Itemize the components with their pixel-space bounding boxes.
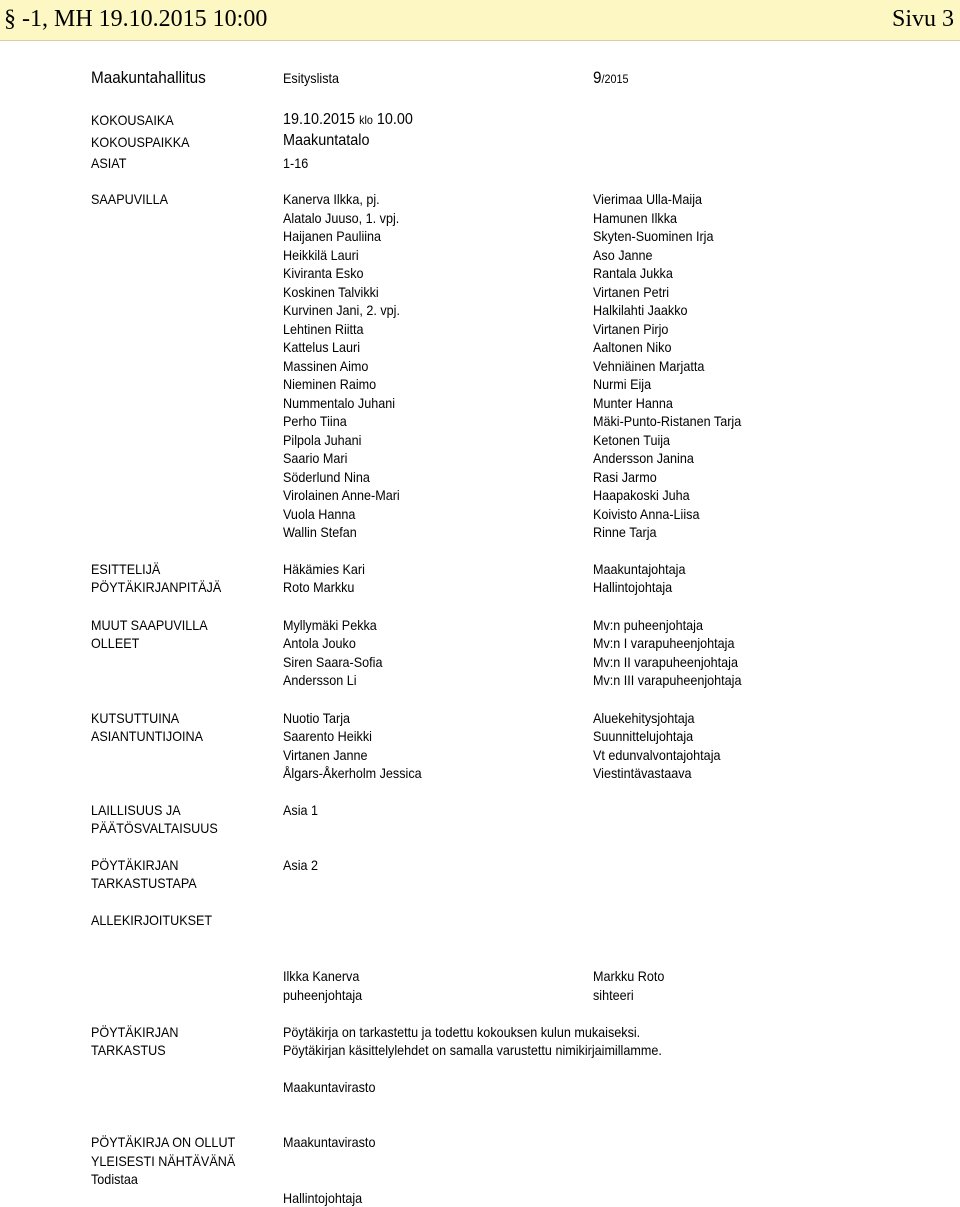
review-label: PÖYTÄKIRJAN bbox=[91, 1024, 179, 1040]
attendee-left: Massinen Aimo bbox=[283, 358, 369, 374]
expert-name: Nuotio Tarja bbox=[283, 710, 351, 726]
secretary-role: Hallintojohtaja bbox=[593, 579, 673, 595]
other-name: Myllymäki Pekka bbox=[283, 617, 377, 633]
experts-label: ASIANTUNTIJOINA bbox=[91, 728, 204, 744]
legality-label: LAILLISUUS JA bbox=[91, 802, 181, 818]
attendee-left: Kanerva Ilkka, pj. bbox=[283, 191, 380, 207]
secretary-name: Roto Markku bbox=[283, 579, 355, 595]
other-name: Siren Saara-Sofia bbox=[283, 654, 383, 670]
attendee-right: Nurmi Eija bbox=[593, 376, 652, 392]
other-name: Andersson Li bbox=[283, 672, 357, 688]
expert-role: Suunnittelujohtaja bbox=[593, 728, 694, 744]
review-text: Pöytäkirjan käsittelylehdet on samalla varustettu nimikirjaimillamme. bbox=[283, 1042, 662, 1058]
meeting-time-label: KOKOUSAIKA bbox=[91, 112, 174, 128]
attendee-right: Rinne Tarja bbox=[593, 524, 657, 540]
meeting-place-label: KOKOUSPAIKKA bbox=[91, 134, 190, 150]
public-label: YLEISESTI NÄHTÄVÄNÄ bbox=[91, 1153, 236, 1169]
other-role: Mv:n III varapuheenjohtaja bbox=[593, 672, 742, 688]
signer-role: puheenjohtaja bbox=[283, 987, 363, 1003]
attendee-right: Virtanen Pirjo bbox=[593, 321, 669, 337]
public-signer: Hallintojohtaja bbox=[283, 1190, 363, 1206]
attendee-left: Saario Mari bbox=[283, 450, 348, 466]
attendee-right: Virtanen Petri bbox=[593, 284, 670, 300]
legality-value: Asia 1 bbox=[283, 802, 319, 818]
expert-role: Viestintävastaava bbox=[593, 765, 692, 781]
attendee-left: Lehtinen Riitta bbox=[283, 321, 364, 337]
attendee-left: Kattelus Lauri bbox=[283, 339, 361, 355]
attendee-left: Alatalo Juuso, 1. vpj. bbox=[283, 210, 400, 226]
attendee-left: Pilpola Juhani bbox=[283, 432, 362, 448]
page-header-bar bbox=[0, 0, 960, 41]
presenter-label: ESITTELIJÄ bbox=[91, 561, 161, 577]
expert-name: Virtanen Janne bbox=[283, 747, 368, 763]
expert-name: Ålgars-Åkerholm Jessica bbox=[283, 765, 422, 781]
expert-role: Aluekehitysjohtaja bbox=[593, 710, 695, 726]
attendee-right: Ketonen Tuija bbox=[593, 432, 671, 448]
other-role: Mv:n I varapuheenjohtaja bbox=[593, 635, 735, 651]
legality-label: PÄÄTÖSVALTAISUUS bbox=[91, 820, 218, 836]
attendee-left: Haijanen Pauliina bbox=[283, 228, 382, 244]
page-number: Sivu 3 bbox=[891, 6, 954, 32]
signer-name: Ilkka Kanerva bbox=[283, 968, 360, 984]
expert-name: Saarento Heikki bbox=[283, 728, 372, 744]
attendee-right: Vierimaa Ulla-Maija bbox=[593, 191, 703, 207]
certify-label: Todistaa bbox=[91, 1171, 138, 1187]
review-method-label: TARKASTUSTAPA bbox=[91, 875, 197, 891]
attendee-left: Kiviranta Esko bbox=[283, 265, 364, 281]
others-label: MUUT SAAPUVILLA bbox=[91, 617, 208, 633]
attendee-right: Mäki-Punto-Ristanen Tarja bbox=[593, 413, 742, 429]
other-name: Antola Jouko bbox=[283, 635, 356, 651]
attendee-right: Aso Janne bbox=[593, 247, 653, 263]
attendee-right: Haapakoski Juha bbox=[593, 487, 690, 503]
secretary-label: PÖYTÄKIRJANPITÄJÄ bbox=[91, 579, 222, 595]
attendee-left: Nieminen Raimo bbox=[283, 376, 377, 392]
signer-name: Markku Roto bbox=[593, 968, 665, 984]
attendee-left: Vuola Hanna bbox=[283, 506, 356, 522]
review-method-label: PÖYTÄKIRJAN bbox=[91, 857, 179, 873]
items-value: 1-16 bbox=[283, 155, 309, 171]
attendee-right: Halkilahti Jaakko bbox=[593, 302, 688, 318]
attendee-right: Vehniäinen Marjatta bbox=[593, 358, 705, 374]
section-reference: § -1, MH 19.10.2015 10:00 bbox=[4, 6, 268, 32]
document-number: 9/2015 bbox=[593, 68, 629, 87]
signer-role: sihteeri bbox=[593, 987, 634, 1003]
experts-label: KUTSUTTUINA bbox=[91, 710, 180, 726]
attendee-left: Kurvinen Jani, 2. vpj. bbox=[283, 302, 400, 318]
attendee-right: Hamunen Ilkka bbox=[593, 210, 678, 226]
presenter-name: Häkämies Kari bbox=[283, 561, 365, 577]
review-office: Maakuntavirasto bbox=[283, 1079, 376, 1095]
review-label: TARKASTUS bbox=[91, 1042, 166, 1058]
public-label: PÖYTÄKIRJA ON OLLUT bbox=[91, 1134, 236, 1150]
attendee-right: Skyten-Suominen Irja bbox=[593, 228, 714, 244]
attendee-left: Söderlund Nina bbox=[283, 469, 370, 485]
others-label: OLLEET bbox=[91, 635, 140, 651]
attendee-left: Wallin Stefan bbox=[283, 524, 357, 540]
other-role: Mv:n puheenjohtaja bbox=[593, 617, 703, 633]
attendee-right: Rantala Jukka bbox=[593, 265, 673, 281]
organization-name: Maakuntahallitus bbox=[91, 68, 206, 87]
document-type: Esityslista bbox=[283, 70, 340, 86]
review-method-value: Asia 2 bbox=[283, 857, 319, 873]
attendee-right: Munter Hanna bbox=[593, 395, 673, 411]
review-text: Pöytäkirja on tarkastettu ja todettu kokouksen kulun mukaiseksi. bbox=[283, 1024, 641, 1040]
attendee-right: Koivisto Anna-Liisa bbox=[593, 506, 700, 522]
attendee-left: Perho Tiina bbox=[283, 413, 347, 429]
attendee-right: Andersson Janina bbox=[593, 450, 694, 466]
items-label: ASIAT bbox=[91, 155, 127, 171]
attendee-left: Heikkilä Lauri bbox=[283, 247, 359, 263]
meeting-time: 19.10.2015 klo 10.00 bbox=[283, 111, 413, 128]
attendee-right: Aaltonen Niko bbox=[593, 339, 672, 355]
attendee-left: Virolainen Anne-Mari bbox=[283, 487, 400, 503]
attendee-right: Rasi Jarmo bbox=[593, 469, 657, 485]
meeting-place: Maakuntatalo bbox=[283, 132, 370, 149]
other-role: Mv:n II varapuheenjohtaja bbox=[593, 654, 738, 670]
attendee-left: Koskinen Talvikki bbox=[283, 284, 379, 300]
attendee-left: Nummentalo Juhani bbox=[283, 395, 396, 411]
presenter-role: Maakuntajohtaja bbox=[593, 561, 686, 577]
signatures-label: ALLEKIRJOITUKSET bbox=[91, 912, 213, 928]
expert-role: Vt edunvalvontajohtaja bbox=[593, 747, 721, 763]
public-office: Maakuntavirasto bbox=[283, 1134, 376, 1150]
attendees-label: SAAPUVILLA bbox=[91, 191, 169, 207]
